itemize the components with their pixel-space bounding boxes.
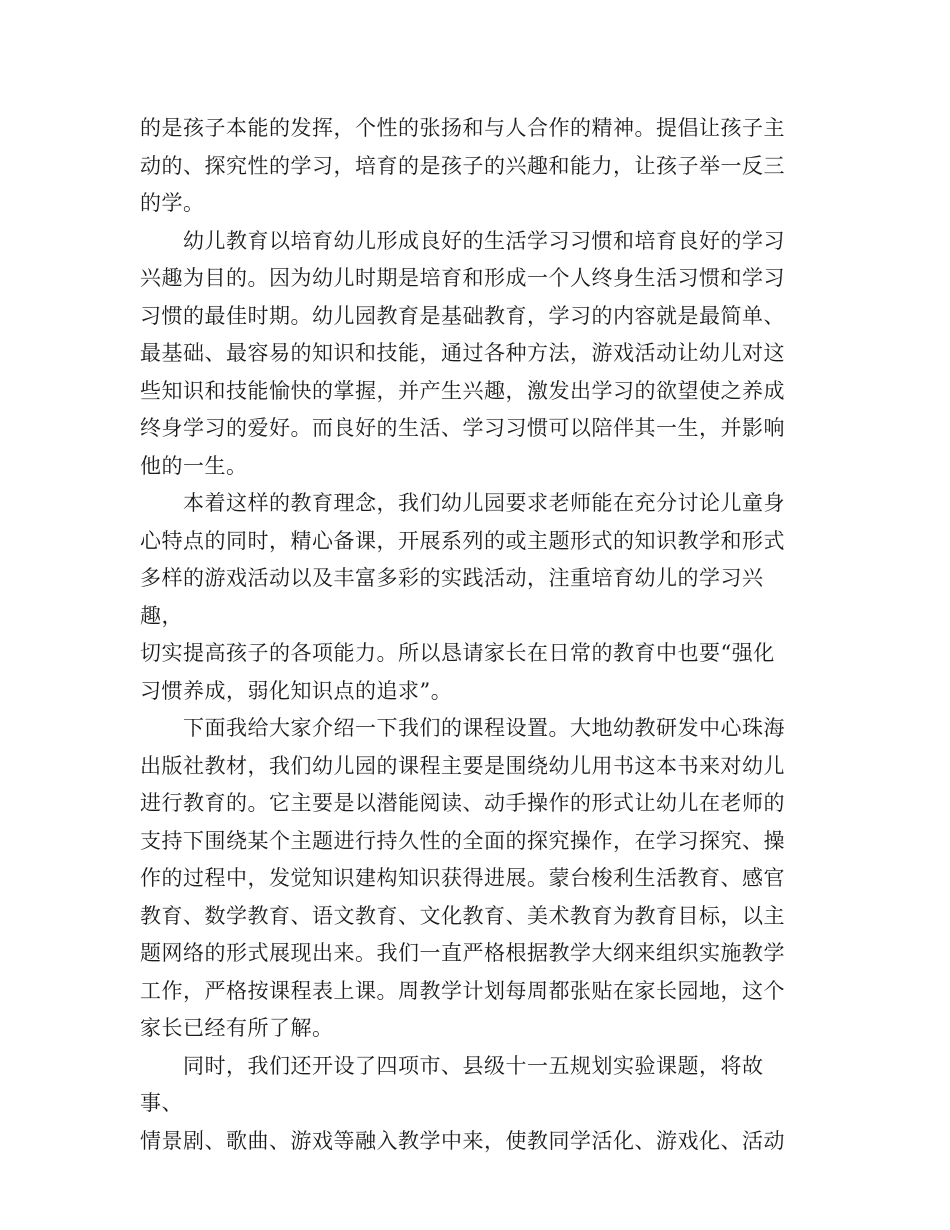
paragraph: 本着这样的教育理念，我们幼儿园要求老师能在充分讨论儿童身 心特点的同时，精心备课，开展系列的或主题形式的知识教学和形式 多样的游戏活动以及丰富多彩的实践活动，注重培育幼儿的学习兴趣， 切实提高孩子的各项能力。所以恳请家长在日常的教育中也要“强化 习惯养成，弱化知识点的追求”。 <box>140 491 785 703</box>
paragraph: 下面我给大家介绍一下我们的课程设置。大地幼教研发中心珠海 出版社教材，我们幼儿园的课程主要是围绕幼儿用书这本书来对幼儿 进行教育的。它主要是以潜能阅读、动手操作的形式让幼儿在老师的 支持下围绕某个主题进行持久性的全面的探究操作，在学习探究、操 作的过程中，发觉知识建构知识获得进展。蒙台梭利生活教育、感官 教育、数学教育、语文教育、文化教育、美术教育为教育目标，以主 题网络的形式展现出来。我们一直严格根据教学大纲来组织实施教学 工作，严格按课程表上课。周教学计划每周都张贴在家长园地，这个 家长已经有所了解。 <box>140 716 785 1040</box>
paragraph: 同时，我们还开设了四项市、县级十一五规划实验课题，将故事、 情景剧、歌曲、游戏等融入教学中来，使教同学活化、游戏化、活动 <box>140 1053 785 1153</box>
paragraph: 的是孩子本能的发挥，个性的张扬和与人合作的精神。提倡让孩子主 动的、探究性的学习，培育的是孩子的兴趣和能力，让孩子举一反三 的学。 <box>140 116 785 215</box>
paragraph: 幼儿教育以培育幼儿形成良好的生活学习习惯和培育良好的学习 兴趣为目的。因为幼儿时期是培育和形成一个人终身生活习惯和学习 习惯的最佳时期。幼儿园教育是基础教育，学习的内容就是最简单、 最基础、最容易的知识和技能，通过各种方法，游戏活动让幼儿对这 些知识和技能愉快的掌握，并产生兴趣，激发出学习的欲望使之养成 终身学习的爱好。而良好的生活、学习习惯可以陪伴其一生，并影响 他的一生。 <box>140 228 785 478</box>
document-body <box>140 110 800 1160</box>
